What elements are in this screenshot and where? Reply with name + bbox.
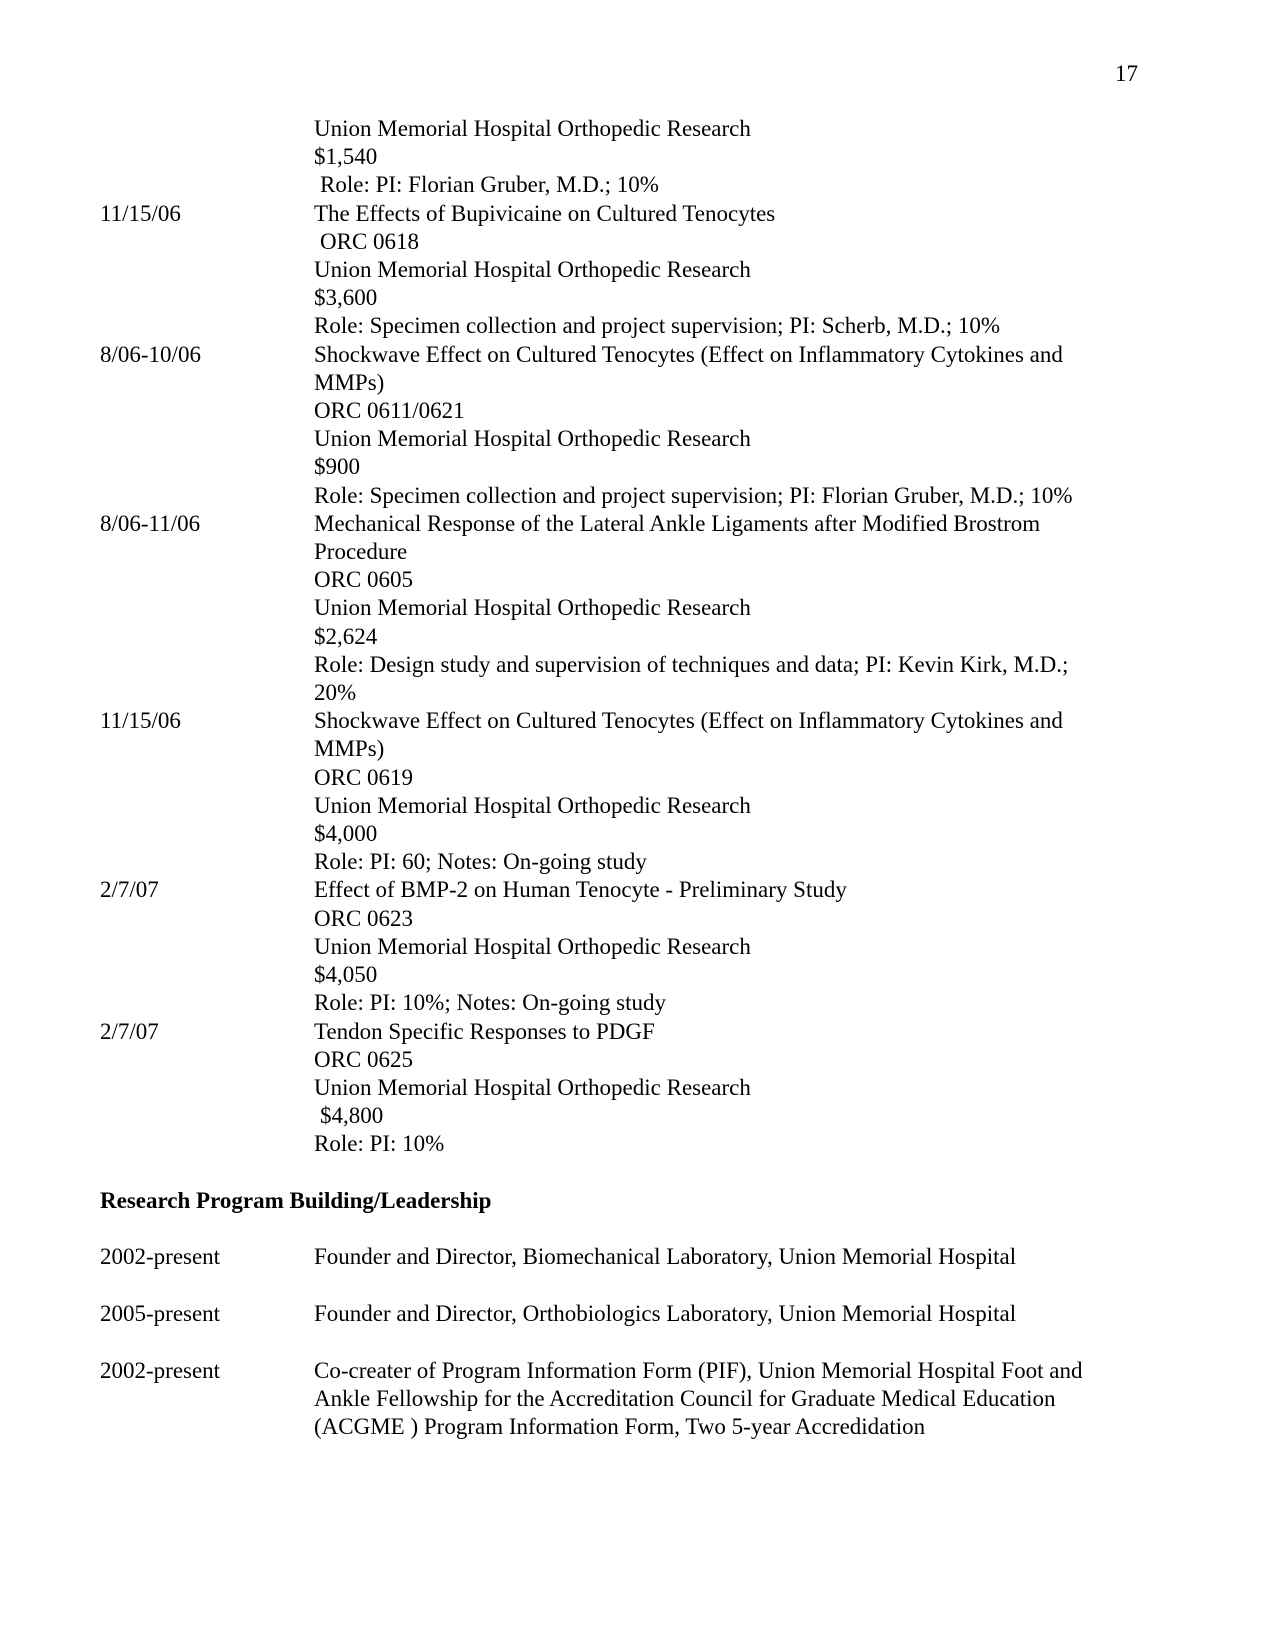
grant-detail-line: Union Memorial Hospital Orthopedic Research [314, 595, 751, 621]
grant-detail-line: Tendon Specific Responses to PDGF [314, 1018, 655, 1044]
grant-detail-line: Procedure [314, 539, 408, 565]
grant-entry [100, 115, 1160, 200]
grant-date: 2/7/07 [100, 1018, 159, 1044]
grant-detail-line: MMPs) [314, 369, 385, 395]
grant-detail-line: $900 [314, 454, 360, 480]
leadership-details [314, 1243, 1160, 1271]
grant-date [100, 115, 314, 200]
grant-entry [100, 341, 1160, 510]
grant-date: 11/15/06 [100, 200, 181, 226]
grant-entry [100, 1018, 1160, 1159]
grant-details [314, 707, 1160, 876]
grants-list [100, 115, 1160, 1159]
grant-detail-line: ORC 0623 [314, 905, 414, 931]
grant-details [314, 876, 1160, 1017]
leadership-entry [100, 1243, 1160, 1271]
grant-detail-line: 20% [314, 680, 357, 706]
grant-detail-line: Role: Specimen collection and project supervision; PI: Scherb, M.D.; 10% [314, 313, 1001, 339]
grant-detail-line: MMPs) [314, 736, 385, 762]
grant-details [314, 115, 1160, 200]
leadership-list [100, 1243, 1160, 1470]
grant-detail-line: $1,540 [314, 144, 378, 170]
grant-detail-line: Union Memorial Hospital Orthopedic Research [314, 116, 751, 141]
grant-detail-line: Union Memorial Hospital Orthopedic Research [314, 792, 751, 818]
grant-date: 8/06-10/06 [100, 341, 201, 367]
grant-detail-line: $4,000 [314, 821, 378, 847]
grant-detail-line: Shockwave Effect on Cultured Tenocytes (Effect on Inflammatory Cytokines and [314, 708, 1063, 734]
leadership-details [314, 1300, 1160, 1328]
grant-detail-line: Effect of BMP-2 on Human Tenocyte - Preliminary Study [314, 877, 847, 903]
grant-date: 8/06-11/06 [100, 510, 201, 536]
leadership-detail-line: Ankle Fellowship for the Accreditation Council for Graduate Medical Education [314, 1385, 1056, 1411]
grant-detail-line: Union Memorial Hospital Orthopedic Research [314, 1074, 751, 1100]
grant-detail-line: $4,800 [320, 1103, 384, 1129]
grant-date: 11/15/06 [100, 708, 181, 734]
leadership-entry [100, 1357, 1160, 1442]
grant-detail-line: Role: PI: 10% [314, 1131, 445, 1157]
grant-details [314, 341, 1160, 510]
grant-detail-line: Role: PI: Florian Gruber, M.D.; 10% [320, 172, 659, 198]
grant-detail-line: $4,050 [314, 962, 378, 988]
grant-details [314, 1018, 1160, 1159]
grant-detail-line: The Effects of Bupivicaine on Cultured Tenocytes [314, 200, 776, 226]
grant-detail-line: Union Memorial Hospital Orthopedic Research [314, 426, 751, 452]
leadership-detail-line: Co-creater of Program Information Form (PIF), Union Memorial Hospital Foot and [314, 1357, 1083, 1383]
leadership-detail-line: (ACGME ) Program Information Form, Two 5-year Accredidation [314, 1414, 926, 1439]
leadership-detail-line: Founder and Director, Orthobiologics Laboratory, Union Memorial Hospital [314, 1300, 1017, 1326]
grant-detail-line: Role: Design study and supervision of techniques and data; PI: Kevin Kirk, M.D.; [314, 651, 1069, 677]
leadership-entry [100, 1300, 1160, 1328]
grant-detail-line: Role: Specimen collection and project supervision; PI: Florian Gruber, M.D.; 10% [314, 482, 1073, 508]
leadership-date: 2002-present [100, 1357, 221, 1383]
grant-entry [100, 876, 1160, 1017]
grant-detail-line: $3,600 [314, 285, 378, 311]
grant-detail-line: ORC 0611/0621 [314, 398, 465, 424]
grant-details [314, 200, 1160, 341]
grant-detail-line: ORC 0619 [314, 764, 414, 790]
grant-entry [100, 510, 1160, 707]
grant-detail-line: Union Memorial Hospital Orthopedic Research [314, 257, 751, 283]
leadership-detail-line: Founder and Director, Biomechanical Laboratory, Union Memorial Hospital [314, 1244, 1017, 1269]
grant-detail-line: ORC 0618 [320, 228, 420, 254]
leadership-date: 2005-present [100, 1300, 221, 1326]
grant-detail-line: Role: PI: 60; Notes: On-going study [314, 849, 647, 875]
grant-detail-line: ORC 0605 [314, 567, 414, 593]
grant-entry [100, 200, 1160, 341]
section-title: Research Program Building/Leadership [100, 1188, 492, 1213]
grant-detail-line: Role: PI: 10%; Notes: On-going study [314, 990, 667, 1016]
leadership-details [314, 1357, 1160, 1442]
grant-detail-line: Mechanical Response of the Lateral Ankle Ligaments after Modified Brostrom [314, 510, 1041, 536]
grant-entry [100, 707, 1160, 876]
grant-detail-line: Union Memorial Hospital Orthopedic Research [314, 933, 751, 959]
grant-detail-line: $2,624 [314, 623, 378, 649]
grant-date: 2/7/07 [100, 877, 159, 903]
grant-detail-line: ORC 0625 [314, 1046, 414, 1072]
grant-details [314, 510, 1160, 707]
leadership-date: 2002-present [100, 1244, 221, 1269]
grant-detail-line: Shockwave Effect on Cultured Tenocytes (Effect on Inflammatory Cytokines and [314, 341, 1063, 367]
page-number: 17 [1115, 61, 1138, 86]
